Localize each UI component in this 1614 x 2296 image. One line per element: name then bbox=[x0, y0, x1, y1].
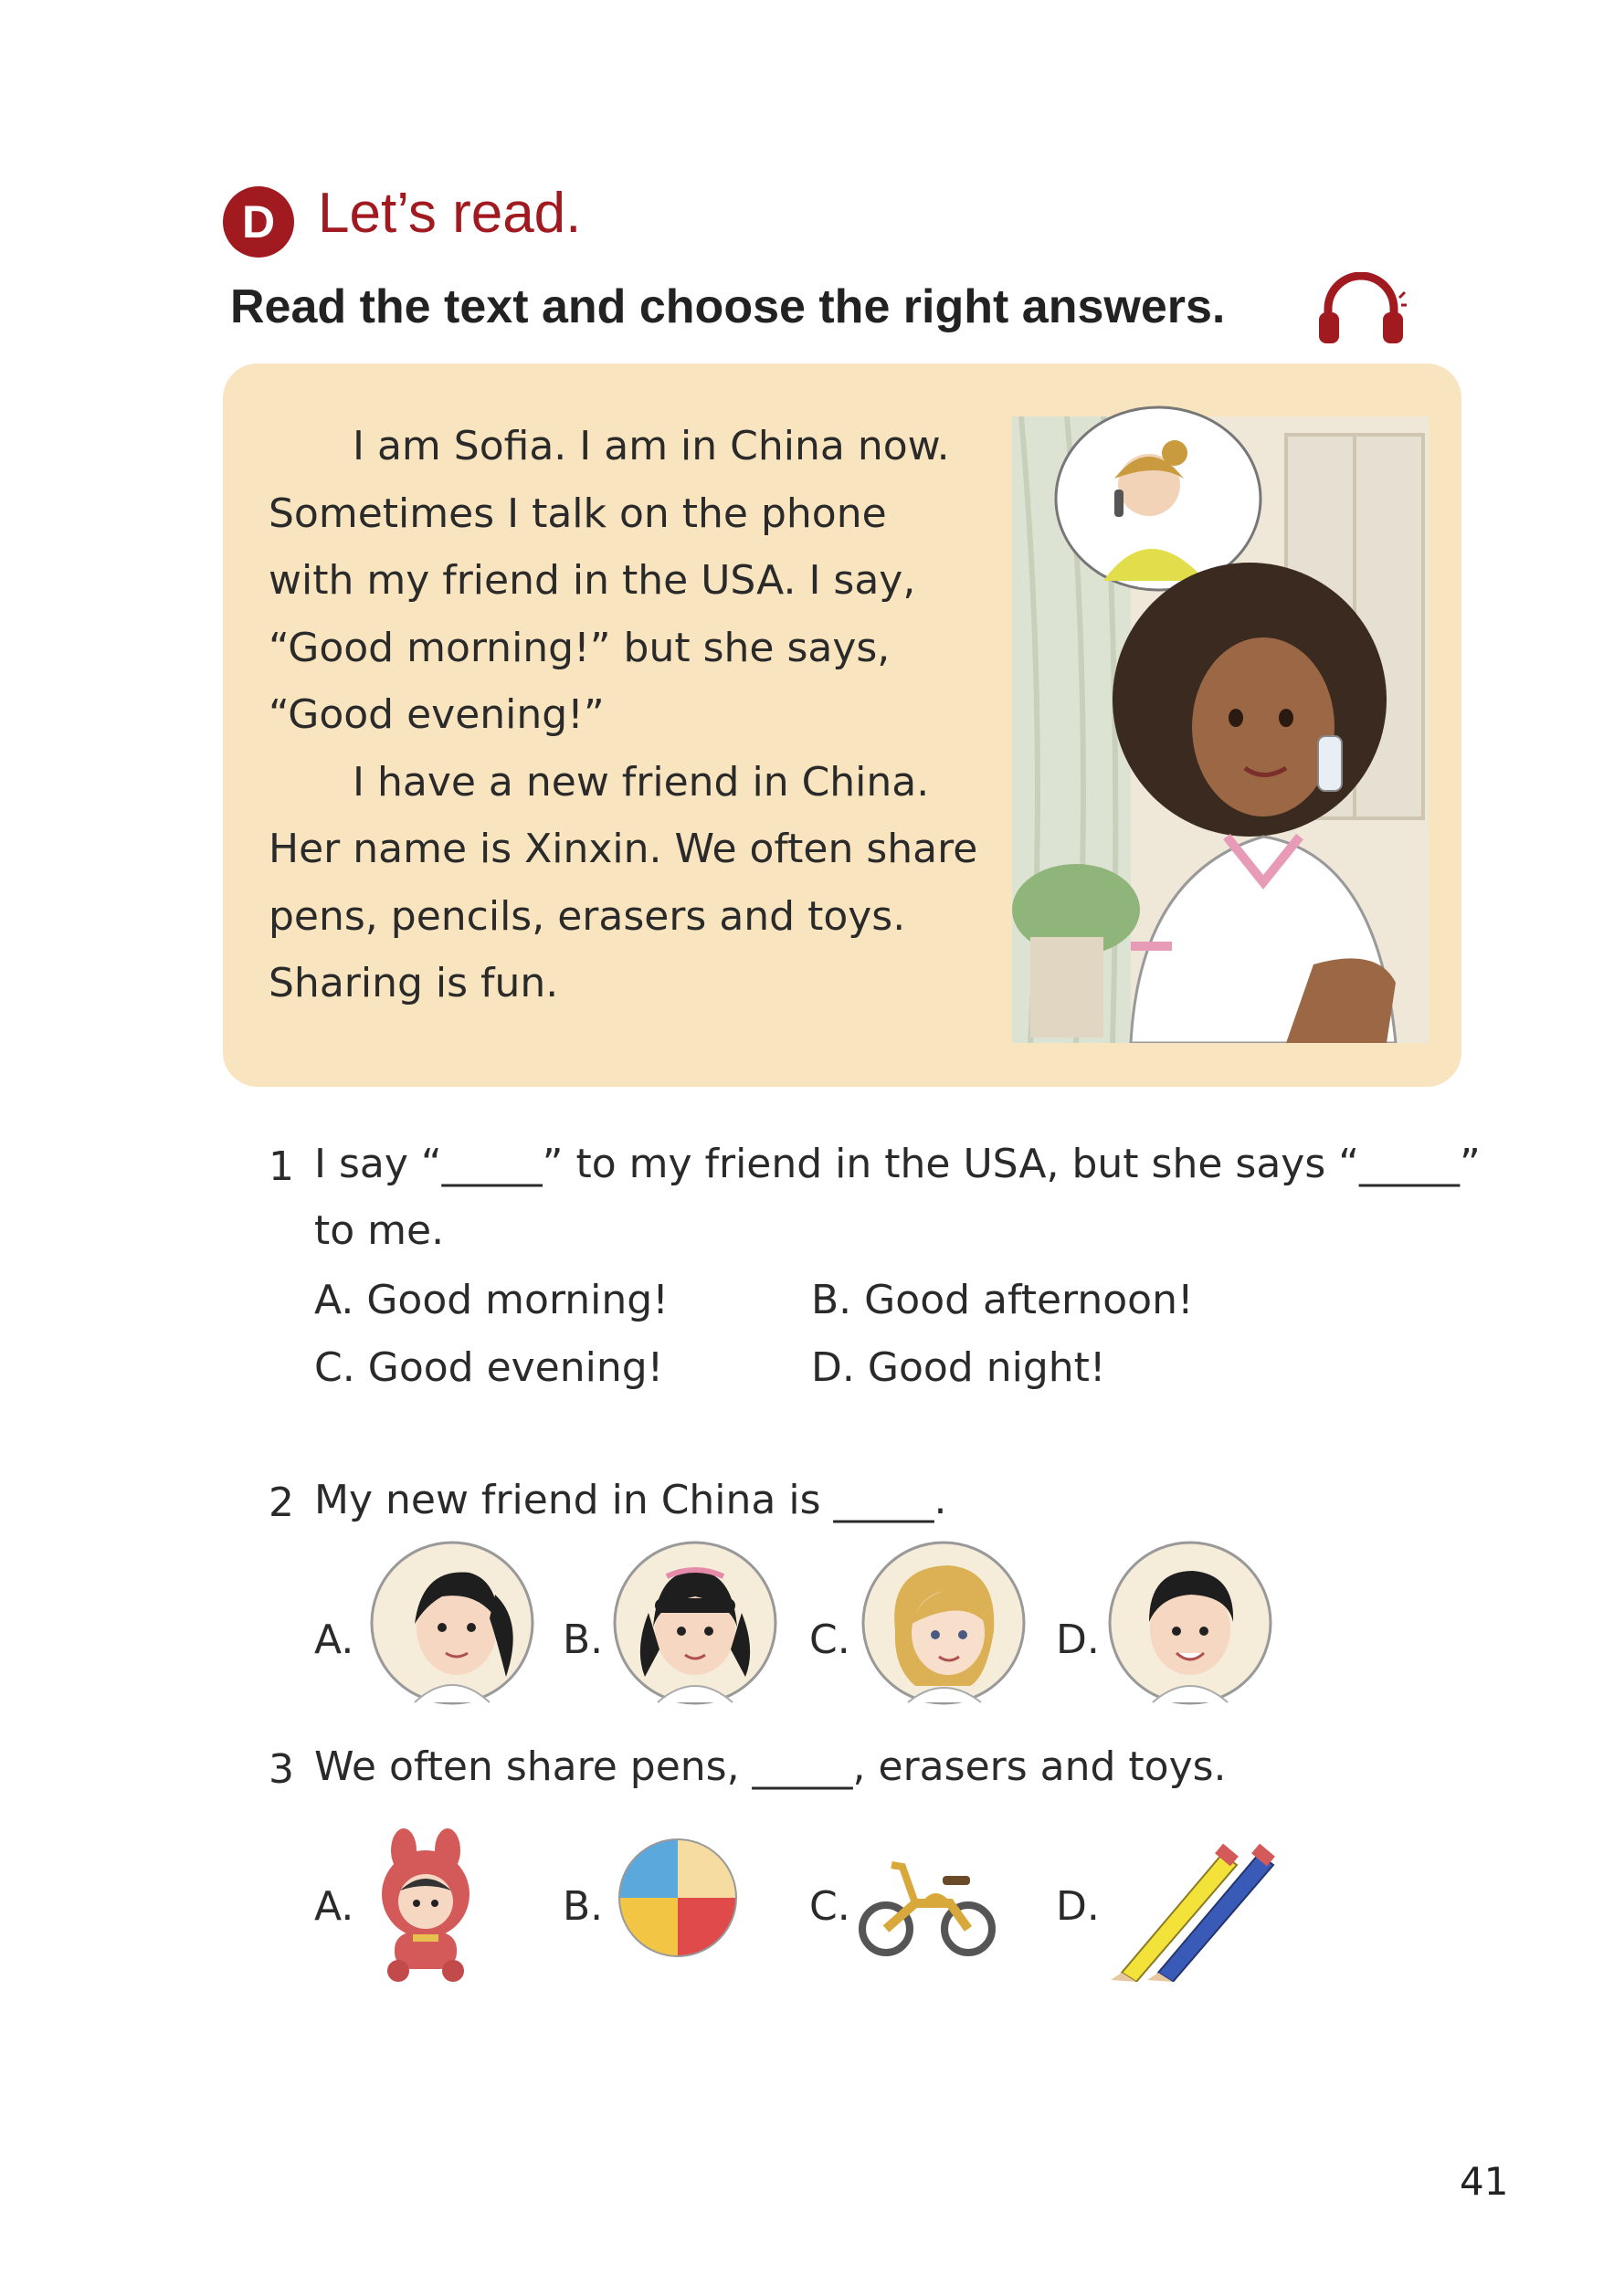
story-line: I am Sofia. I am in China now. bbox=[353, 423, 950, 469]
option-text: Good night! bbox=[867, 1344, 1106, 1391]
q1-option-c[interactable] bbox=[314, 1344, 663, 1391]
page-number: 41 bbox=[1460, 2159, 1509, 2204]
q1-option-d[interactable] bbox=[811, 1344, 1106, 1391]
q1-option-b[interactable] bbox=[811, 1277, 1194, 1323]
bike-picture[interactable] bbox=[859, 1848, 996, 1958]
pencils-picture[interactable] bbox=[1103, 1836, 1286, 1982]
story-line: “Good morning!” but she says, bbox=[269, 624, 891, 671]
question-3-number: 3 bbox=[269, 1746, 294, 1793]
story-line: Sometimes I talk on the phone bbox=[269, 490, 887, 537]
q2-option-d-letter[interactable]: D. bbox=[1056, 1617, 1100, 1663]
option-letter: C. bbox=[314, 1344, 355, 1391]
question-2-text: My new friend in China is _____. bbox=[314, 1477, 947, 1523]
q3-option-b-letter[interactable]: B. bbox=[563, 1883, 604, 1930]
headphones-icon[interactable] bbox=[1315, 272, 1407, 345]
boy-picture[interactable] bbox=[1107, 1540, 1273, 1706]
q3-option-d-letter[interactable]: D. bbox=[1056, 1883, 1100, 1930]
story-line: “Good evening!” bbox=[269, 691, 605, 738]
story-line: with my friend in the USA. I say, bbox=[269, 557, 916, 604]
option-text: Good afternoon! bbox=[864, 1277, 1194, 1323]
question-3-text: We often share pens, _____, erasers and toys. bbox=[314, 1743, 1227, 1790]
option-letter: B. bbox=[811, 1277, 852, 1323]
question-1-text-cont: to me. bbox=[314, 1207, 445, 1254]
story-line: Her name is Xinxin. We often share bbox=[269, 826, 978, 872]
q3-option-a-letter[interactable]: A. bbox=[314, 1883, 354, 1930]
question-1-text: I say “_____” to my friend in the USA, but she says “_____” bbox=[314, 1141, 1481, 1187]
story-line: Sharing is fun. bbox=[269, 960, 559, 1006]
instruction: Read the text and choose the right answers. bbox=[230, 280, 1226, 333]
sofia-phone-illustration bbox=[1012, 398, 1429, 1043]
story-line: pens, pencils, erasers and toys. bbox=[269, 892, 906, 940]
ball-picture[interactable] bbox=[616, 1836, 740, 1960]
option-text: Good morning! bbox=[366, 1277, 669, 1323]
question-1-number: 1 bbox=[269, 1143, 294, 1190]
girl-blonde-picture[interactable] bbox=[860, 1540, 1027, 1706]
toy-doll-picture[interactable] bbox=[367, 1827, 484, 1982]
question-2-number: 2 bbox=[269, 1480, 294, 1526]
q1-option-a[interactable] bbox=[314, 1277, 669, 1323]
option-letter: A. bbox=[314, 1277, 354, 1323]
q3-option-c-letter[interactable]: C. bbox=[809, 1883, 850, 1930]
q2-option-b-letter[interactable]: B. bbox=[563, 1617, 604, 1663]
option-text: Good evening! bbox=[367, 1344, 664, 1391]
option-letter: D. bbox=[811, 1344, 855, 1391]
girl-ponytail-picture[interactable] bbox=[369, 1540, 535, 1706]
section-title: Let’s read. bbox=[318, 182, 582, 245]
q2-option-c-letter[interactable]: C. bbox=[809, 1617, 850, 1663]
girl-pigtails-picture[interactable] bbox=[612, 1540, 778, 1706]
q2-option-a-letter[interactable]: A. bbox=[314, 1617, 354, 1663]
story-text bbox=[269, 413, 999, 1017]
section-badge: D bbox=[223, 186, 294, 258]
story-line: I have a new friend in China. bbox=[353, 758, 930, 806]
